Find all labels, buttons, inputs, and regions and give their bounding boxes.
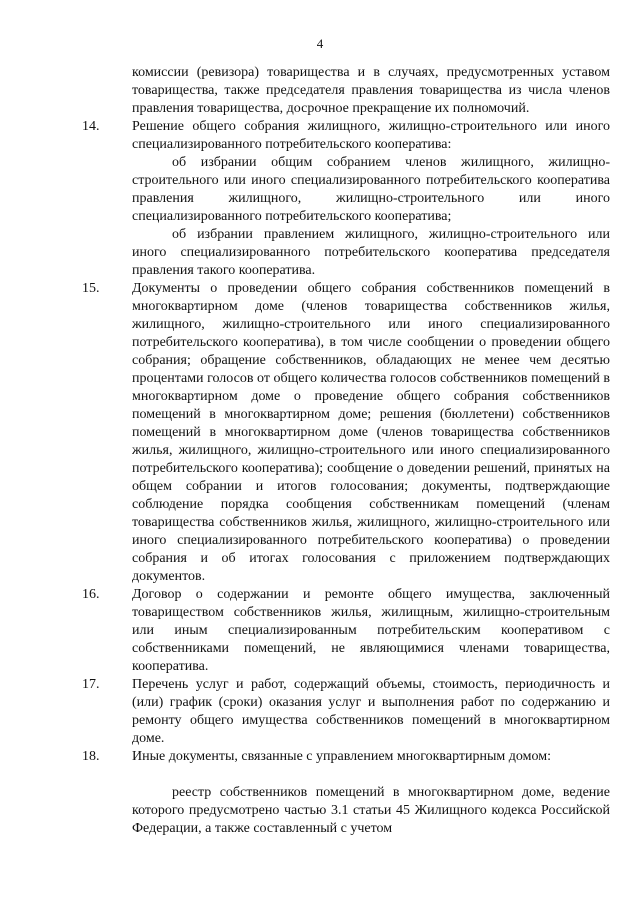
item-text: Решение общего собрания жилищного, жилищно-строительного или иного специализированного потребительского кооператива:	[132, 119, 610, 152]
sub-paragraph: об избрании общим собранием членов жилищного, жилищно-строительного или иного специализированного потребительского кооператива правления жилищного, жилищно-строительного или иного специализированного потребительского кооператива;	[132, 155, 610, 224]
item-number: 15.	[82, 281, 100, 296]
item-text: Документы о проведении общего собрания собственников помещений в многоквартирном доме (членов товарищества собственников жилья, жилищного, жилищно-строительного или иного специализированного потребительского кооператива), в том числе сообщении о проведении общего собрания; обращение собственников, обладающих не менее чем десятью процентами голосов от общего количества голосов собственников помещений в многоквартирном доме о проведение общего собрания собственников помещений в многоквартирном доме; решения (бюллетени) собственников помещений в многоквартирном доме (членов товарищества собственников жилья, жилищного, жилищно-строительного или иного специализированного потребительского кооператива); сообщение о доведении решений, принятых на общем собрании и итогов голосования; документы, подтверждающие соблюдение порядка сообщения собственникам помещений (членам товарищества собственников жилья, жилищного, жилищно-строительного или иного специализированного потребительского кооператива) о проведении собрания и об итогах голосования с приложением подтверждающих документов.	[132, 281, 610, 584]
item-number: 18.	[82, 749, 100, 764]
item-text: Договор о содержании и ремонте общего имущества, заключенный товариществом собственников жилья, жилищным, жилищно-строительным или иным специализированным потребительским кооперативом с собственниками помещений, не являющимися членами товарищества, кооператива.	[132, 587, 610, 674]
document-body	[82, 64, 610, 838]
item-text: Иные документы, связанные с управлением многоквартирным домом:	[132, 749, 551, 764]
list-item-17	[82, 676, 610, 748]
sub-paragraph: об избрании правлением жилищного, жилищно-строительного или иного специализированного потребительского кооператива председателя правления такого кооператива.	[132, 227, 610, 278]
list-item-18	[82, 748, 610, 766]
continuation-paragraph: комиссии (ревизора) товарищества и в случаях, предусмотренных уставом товарищества, также председателя правления товарищества из числа членов правления товарищества, досрочное прекращение их полномочий.	[132, 65, 610, 116]
page-number: 4	[316, 36, 324, 51]
item-number: 14.	[82, 119, 100, 134]
list-item-15	[82, 280, 610, 586]
sub-paragraph: реестр собственников помещений в многоквартирном доме, ведение которого предусмотрено частью 3.1 статьи 45 Жилищного кодекса Российской Федерации, а также составленный с учетом	[132, 785, 610, 836]
list-item-16	[82, 586, 610, 676]
item-number: 17.	[82, 677, 100, 692]
list-item-14	[82, 118, 610, 154]
spacer	[82, 766, 610, 784]
item-text: Перечень услуг и работ, содержащий объемы, стоимость, периодичность и (или) график (сроки) оказания услуг и выполнения работ по содержанию и ремонту общего имущества собственников помещений в многоквартирном доме.	[132, 677, 610, 746]
item-number: 16.	[82, 587, 100, 602]
